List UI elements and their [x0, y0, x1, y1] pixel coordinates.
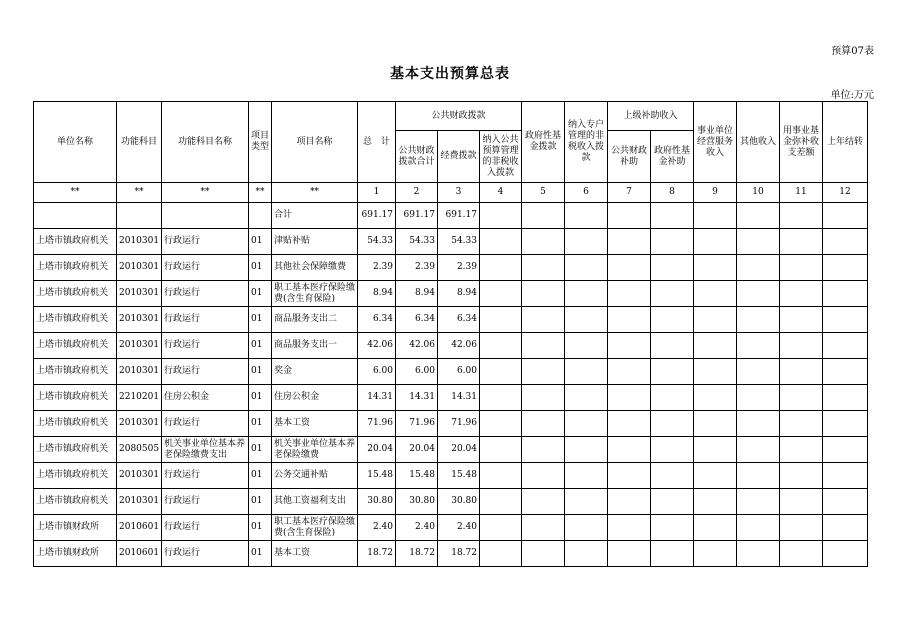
- total-cell: 8.94: [358, 281, 396, 307]
- empty-cell: [780, 437, 823, 463]
- item-type-cell: 01: [249, 333, 272, 359]
- func-name-cell: 行政运行: [162, 229, 249, 255]
- item-name-cell: 其他工资福利支出: [272, 489, 358, 515]
- item-type-cell: 01: [249, 437, 272, 463]
- item-type-cell: 01: [249, 541, 272, 567]
- col-public-sum: 公共财政拨款合计: [396, 131, 438, 183]
- total-cell: 71.96: [358, 411, 396, 437]
- empty-cell: [480, 515, 522, 541]
- public-sum-cell: 71.96: [396, 411, 438, 437]
- empty-cell: [694, 307, 737, 333]
- total-cell: 14.31: [358, 385, 396, 411]
- empty-cell: [480, 229, 522, 255]
- empty-cell: [823, 359, 868, 385]
- empty-cell: [522, 541, 565, 567]
- empty-cell: [737, 203, 780, 229]
- col-total: 总 计: [358, 102, 396, 183]
- empty-cell: [608, 515, 651, 541]
- item-name-cell: 商品服务支出二: [272, 307, 358, 333]
- unit-name-cell: 上塔市镇政府机关: [34, 437, 117, 463]
- table-row: [34, 411, 868, 437]
- unit-name-cell: 上塔市镇政府机关: [34, 463, 117, 489]
- unit-name-cell: 上塔市镇政府机关: [34, 333, 117, 359]
- col-gov-fund: 政府性基金拨款: [522, 102, 565, 183]
- column-number-row: [34, 183, 868, 203]
- empty-cell: [522, 333, 565, 359]
- empty-cell: [651, 411, 694, 437]
- empty-cell: [249, 203, 272, 229]
- func-code-cell: 2010301: [117, 359, 162, 385]
- table-row: [34, 541, 868, 567]
- item-name-cell: 职工基本医疗保险缴费(含生育保险): [272, 281, 358, 307]
- col-number: **: [117, 183, 162, 203]
- func-name-cell: 行政运行: [162, 541, 249, 567]
- empty-cell: [565, 333, 608, 359]
- empty-cell: [823, 255, 868, 281]
- public-sum-cell: 54.33: [396, 229, 438, 255]
- empty-cell: [480, 333, 522, 359]
- total-amount: 691.17: [358, 203, 396, 229]
- empty-cell: [565, 541, 608, 567]
- empty-cell: [694, 229, 737, 255]
- empty-cell: [780, 307, 823, 333]
- func-code-cell: 2010301: [117, 255, 162, 281]
- empty-cell: [565, 307, 608, 333]
- func-name-cell: 机关事业单位基本养老保险缴费支出: [162, 437, 249, 463]
- empty-cell: [608, 229, 651, 255]
- empty-cell: [565, 411, 608, 437]
- empty-cell: [651, 255, 694, 281]
- empty-cell: [480, 463, 522, 489]
- empty-cell: [651, 463, 694, 489]
- empty-cell: [737, 489, 780, 515]
- func-code-cell: 2080505: [117, 437, 162, 463]
- unit-name-cell: 上塔市镇政府机关: [34, 489, 117, 515]
- func-code-cell: 2010301: [117, 333, 162, 359]
- empty-cell: [694, 281, 737, 307]
- empty-cell: [480, 255, 522, 281]
- total-cell: 6.34: [358, 307, 396, 333]
- func-name-cell: 行政运行: [162, 281, 249, 307]
- empty-cell: [651, 203, 694, 229]
- func-name-cell: 行政运行: [162, 463, 249, 489]
- col-fund-use: 用事业基金弥补收支差额: [780, 102, 823, 183]
- col-number: 9: [694, 183, 737, 203]
- empty-cell: [737, 307, 780, 333]
- funds-cell: 2.40: [438, 515, 480, 541]
- public-sum-cell: 6.34: [396, 307, 438, 333]
- funds-cell: 71.96: [438, 411, 480, 437]
- empty-cell: [480, 359, 522, 385]
- empty-cell: [480, 281, 522, 307]
- empty-cell: [737, 333, 780, 359]
- col-budget-mgmt: 纳入公共预算管理的非税收入拨款: [480, 131, 522, 183]
- empty-cell: [34, 203, 117, 229]
- empty-cell: [480, 437, 522, 463]
- col-sup-gov: 政府性基金补助: [651, 131, 694, 183]
- table-row: [34, 385, 868, 411]
- public-sum-cell: 20.04: [396, 437, 438, 463]
- func-code-cell: 2010301: [117, 307, 162, 333]
- empty-cell: [522, 463, 565, 489]
- empty-cell: [694, 437, 737, 463]
- total-cell: 2.40: [358, 515, 396, 541]
- func-code-cell: 2010301: [117, 411, 162, 437]
- empty-cell: [694, 385, 737, 411]
- empty-cell: [737, 281, 780, 307]
- item-name-cell: 津贴补贴: [272, 229, 358, 255]
- total-cell: 18.72: [358, 541, 396, 567]
- empty-cell: [780, 255, 823, 281]
- empty-cell: [480, 307, 522, 333]
- empty-cell: [780, 515, 823, 541]
- col-special-mgmt: 纳入专户管理的非税收入拨款: [565, 102, 608, 183]
- empty-cell: [651, 489, 694, 515]
- item-name-cell: 商品服务支出一: [272, 333, 358, 359]
- unit-name-cell: 上塔市镇政府机关: [34, 307, 117, 333]
- empty-cell: [522, 515, 565, 541]
- unit-name-cell: 上塔市镇政府机关: [34, 229, 117, 255]
- func-code-cell: 2010301: [117, 229, 162, 255]
- unit-name-cell: 上塔市镇政府机关: [34, 411, 117, 437]
- item-name-cell: 奖金: [272, 359, 358, 385]
- empty-cell: [780, 489, 823, 515]
- empty-cell: [162, 203, 249, 229]
- table-row: [34, 489, 868, 515]
- empty-cell: [565, 359, 608, 385]
- empty-cell: [823, 203, 868, 229]
- empty-cell: [565, 229, 608, 255]
- empty-cell: [823, 437, 868, 463]
- func-code-cell: 2010601: [117, 515, 162, 541]
- unit-name-cell: 上塔市镇政府机关: [34, 359, 117, 385]
- total-row: [34, 203, 868, 229]
- empty-cell: [565, 463, 608, 489]
- public-sum-cell: 15.48: [396, 463, 438, 489]
- funds-cell: 54.33: [438, 229, 480, 255]
- table-row: [34, 229, 868, 255]
- header-row-1: [34, 102, 868, 131]
- empty-cell: [522, 307, 565, 333]
- func-name-cell: 行政运行: [162, 489, 249, 515]
- empty-cell: [522, 385, 565, 411]
- empty-cell: [608, 255, 651, 281]
- empty-cell: [694, 255, 737, 281]
- empty-cell: [608, 385, 651, 411]
- col-number: **: [162, 183, 249, 203]
- empty-cell: [823, 281, 868, 307]
- item-name-cell: 基本工资: [272, 541, 358, 567]
- func-name-cell: 行政运行: [162, 307, 249, 333]
- empty-cell: [737, 411, 780, 437]
- col-funds: 经费拨款: [438, 131, 480, 183]
- unit-name-cell: 上塔市镇财政所: [34, 515, 117, 541]
- empty-cell: [651, 437, 694, 463]
- empty-cell: [608, 203, 651, 229]
- item-type-cell: 01: [249, 307, 272, 333]
- func-name-cell: 行政运行: [162, 255, 249, 281]
- empty-cell: [823, 385, 868, 411]
- item-name-cell: 机关事业单位基本养老保险缴费: [272, 437, 358, 463]
- unit-name-cell: 上塔市镇政府机关: [34, 281, 117, 307]
- col-public-finance: 公共财政拨款: [396, 102, 522, 131]
- col-number: 1: [358, 183, 396, 203]
- empty-cell: [522, 255, 565, 281]
- total-cell: 54.33: [358, 229, 396, 255]
- empty-cell: [522, 281, 565, 307]
- col-number: 11: [780, 183, 823, 203]
- empty-cell: [780, 411, 823, 437]
- empty-cell: [565, 489, 608, 515]
- func-code-cell: 2010601: [117, 541, 162, 567]
- funds-cell: 42.06: [438, 333, 480, 359]
- empty-cell: [694, 359, 737, 385]
- col-number: 4: [480, 183, 522, 203]
- empty-cell: [522, 203, 565, 229]
- funds-cell: 6.34: [438, 307, 480, 333]
- total-cell: 20.04: [358, 437, 396, 463]
- func-name-cell: 行政运行: [162, 411, 249, 437]
- func-name-cell: 行政运行: [162, 515, 249, 541]
- item-name-cell: 职工基本医疗保险缴费(含生育保险): [272, 515, 358, 541]
- empty-cell: [480, 489, 522, 515]
- empty-cell: [823, 489, 868, 515]
- empty-cell: [608, 437, 651, 463]
- empty-cell: [823, 515, 868, 541]
- table-row: [34, 255, 868, 281]
- table-row: [34, 463, 868, 489]
- col-number: 12: [823, 183, 868, 203]
- item-name-cell: 其他社会保障缴费: [272, 255, 358, 281]
- empty-cell: [737, 541, 780, 567]
- funds-cell: 6.00: [438, 359, 480, 385]
- empty-cell: [694, 515, 737, 541]
- unit-label: 单位:万元: [830, 90, 874, 101]
- public-sum-cell: 6.00: [396, 359, 438, 385]
- empty-cell: [780, 385, 823, 411]
- empty-cell: [117, 203, 162, 229]
- empty-cell: [780, 463, 823, 489]
- empty-cell: [651, 385, 694, 411]
- public-sum-cell: 30.80: [396, 489, 438, 515]
- col-unit-name: 单位名称: [34, 102, 117, 183]
- func-code-cell: 2210201: [117, 385, 162, 411]
- empty-cell: [780, 203, 823, 229]
- empty-cell: [780, 281, 823, 307]
- col-item-type: 项目类型: [249, 102, 272, 183]
- empty-cell: [608, 489, 651, 515]
- empty-cell: [780, 229, 823, 255]
- funds-cell: 30.80: [438, 489, 480, 515]
- total-cell: 6.00: [358, 359, 396, 385]
- empty-cell: [694, 411, 737, 437]
- empty-cell: [651, 541, 694, 567]
- empty-cell: [780, 359, 823, 385]
- empty-cell: [608, 281, 651, 307]
- item-type-cell: 01: [249, 489, 272, 515]
- form-number: 预算07表: [831, 46, 874, 57]
- total-cell: 15.48: [358, 463, 396, 489]
- col-number: 3: [438, 183, 480, 203]
- empty-cell: [608, 411, 651, 437]
- item-type-cell: 01: [249, 463, 272, 489]
- col-number: 6: [565, 183, 608, 203]
- empty-cell: [780, 541, 823, 567]
- col-number: 5: [522, 183, 565, 203]
- col-number: **: [249, 183, 272, 203]
- empty-cell: [565, 203, 608, 229]
- item-type-cell: 01: [249, 385, 272, 411]
- data-rows: [34, 229, 868, 567]
- col-number: **: [34, 183, 117, 203]
- empty-cell: [737, 255, 780, 281]
- func-name-cell: 行政运行: [162, 359, 249, 385]
- empty-cell: [694, 333, 737, 359]
- empty-cell: [823, 463, 868, 489]
- col-item-name: 项目名称: [272, 102, 358, 183]
- empty-cell: [651, 515, 694, 541]
- empty-cell: [737, 229, 780, 255]
- empty-cell: [694, 489, 737, 515]
- public-sum-cell: 2.39: [396, 255, 438, 281]
- col-func-code: 功能科目: [117, 102, 162, 183]
- empty-cell: [608, 463, 651, 489]
- table-row: [34, 307, 868, 333]
- funds-cell: 8.94: [438, 281, 480, 307]
- table-row: [34, 515, 868, 541]
- table-row: [34, 333, 868, 359]
- empty-cell: [522, 489, 565, 515]
- public-sum-cell: 14.31: [396, 385, 438, 411]
- empty-cell: [565, 255, 608, 281]
- total-cell: 2.39: [358, 255, 396, 281]
- total-funds: 691.17: [438, 203, 480, 229]
- empty-cell: [565, 515, 608, 541]
- empty-cell: [522, 229, 565, 255]
- empty-cell: [651, 229, 694, 255]
- public-sum-cell: 2.40: [396, 515, 438, 541]
- empty-cell: [823, 307, 868, 333]
- item-name-cell: 基本工资: [272, 411, 358, 437]
- table-row: [34, 437, 868, 463]
- page-title: 基本支出预算总表: [390, 66, 510, 82]
- col-number: 8: [651, 183, 694, 203]
- empty-cell: [522, 411, 565, 437]
- table-row: [34, 281, 868, 307]
- item-type-cell: 01: [249, 229, 272, 255]
- empty-cell: [651, 359, 694, 385]
- col-number: **: [272, 183, 358, 203]
- item-type-cell: 01: [249, 255, 272, 281]
- col-superior-subsidy: 上级补助收入: [608, 102, 694, 131]
- empty-cell: [694, 463, 737, 489]
- func-name-cell: 住房公积金: [162, 385, 249, 411]
- empty-cell: [480, 385, 522, 411]
- item-name-cell: 住房公积金: [272, 385, 358, 411]
- total-cell: 30.80: [358, 489, 396, 515]
- empty-cell: [737, 359, 780, 385]
- col-other-income: 其他收入: [737, 102, 780, 183]
- funds-cell: 2.39: [438, 255, 480, 281]
- item-type-cell: 01: [249, 281, 272, 307]
- public-sum-cell: 18.72: [396, 541, 438, 567]
- total-label: 合计: [272, 203, 358, 229]
- col-number: 2: [396, 183, 438, 203]
- item-type-cell: 01: [249, 359, 272, 385]
- funds-cell: 14.31: [438, 385, 480, 411]
- table-row: [34, 359, 868, 385]
- empty-cell: [565, 385, 608, 411]
- empty-cell: [480, 541, 522, 567]
- empty-cell: [823, 541, 868, 567]
- item-type-cell: 01: [249, 411, 272, 437]
- func-code-cell: 2010301: [117, 463, 162, 489]
- col-number: 7: [608, 183, 651, 203]
- empty-cell: [694, 541, 737, 567]
- unit-name-cell: 上塔市镇政府机关: [34, 385, 117, 411]
- funds-cell: 20.04: [438, 437, 480, 463]
- budget-table: [33, 101, 868, 567]
- empty-cell: [823, 229, 868, 255]
- total-cell: 42.06: [358, 333, 396, 359]
- empty-cell: [823, 333, 868, 359]
- col-func-name: 功能科目名称: [162, 102, 249, 183]
- func-name-cell: 行政运行: [162, 333, 249, 359]
- empty-cell: [651, 307, 694, 333]
- empty-cell: [651, 281, 694, 307]
- empty-cell: [780, 333, 823, 359]
- item-type-cell: 01: [249, 515, 272, 541]
- func-code-cell: 2010301: [117, 489, 162, 515]
- empty-cell: [737, 385, 780, 411]
- empty-cell: [737, 515, 780, 541]
- empty-cell: [522, 437, 565, 463]
- empty-cell: [737, 437, 780, 463]
- total-public-sum: 691.17: [396, 203, 438, 229]
- col-sup-public: 公共财政补助: [608, 131, 651, 183]
- empty-cell: [608, 359, 651, 385]
- empty-cell: [480, 411, 522, 437]
- func-code-cell: 2010301: [117, 281, 162, 307]
- empty-cell: [694, 203, 737, 229]
- item-name-cell: 公务交通补贴: [272, 463, 358, 489]
- empty-cell: [480, 203, 522, 229]
- empty-cell: [823, 411, 868, 437]
- empty-cell: [608, 307, 651, 333]
- col-number: 10: [737, 183, 780, 203]
- unit-name-cell: 上塔市镇财政所: [34, 541, 117, 567]
- funds-cell: 15.48: [438, 463, 480, 489]
- empty-cell: [651, 333, 694, 359]
- public-sum-cell: 8.94: [396, 281, 438, 307]
- empty-cell: [608, 541, 651, 567]
- col-carryover: 上年结转: [823, 102, 868, 183]
- empty-cell: [608, 333, 651, 359]
- empty-cell: [565, 281, 608, 307]
- col-business-income: 事业单位经营服务收入: [694, 102, 737, 183]
- public-sum-cell: 42.06: [396, 333, 438, 359]
- empty-cell: [565, 437, 608, 463]
- unit-name-cell: 上塔市镇政府机关: [34, 255, 117, 281]
- empty-cell: [737, 463, 780, 489]
- funds-cell: 18.72: [438, 541, 480, 567]
- empty-cell: [522, 359, 565, 385]
